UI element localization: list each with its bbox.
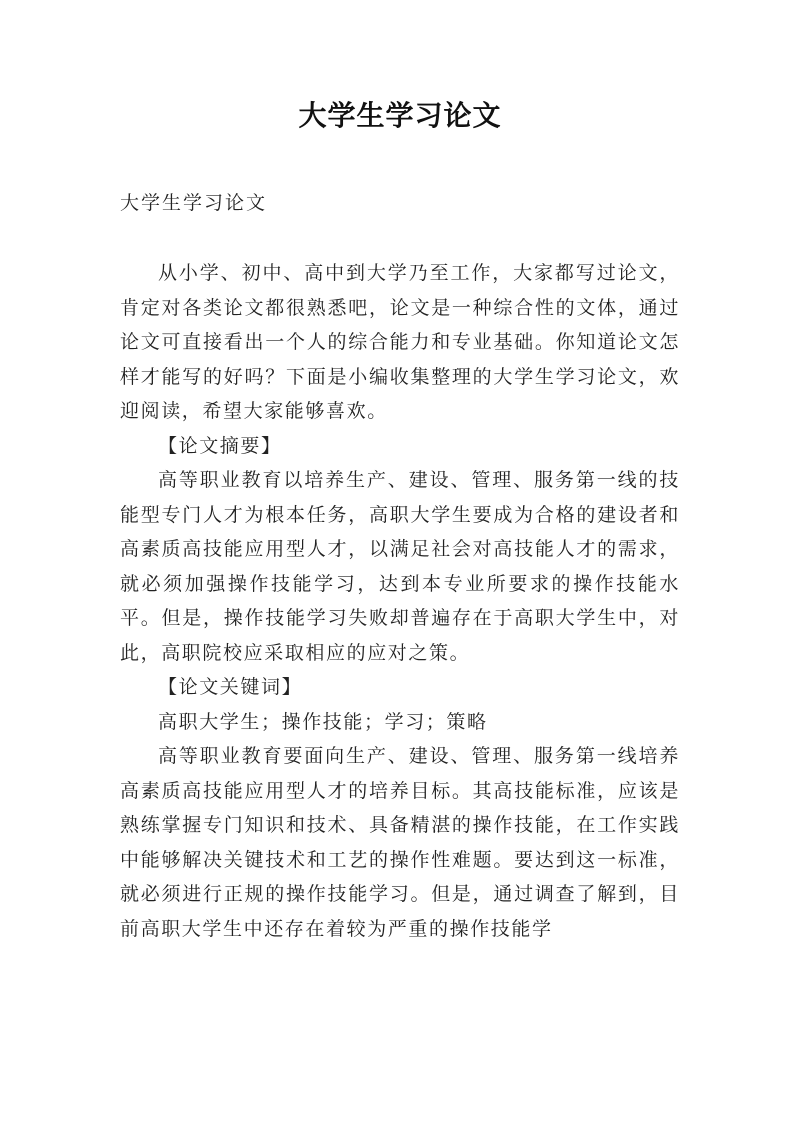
intro-paragraph: 从小学、初中、高中到大学乃至工作，大家都写过论文，肯定对各类论文都很熟悉吧，论文是一种综合性的文体，通过论文可直接看出一个人的综合能力和专业基础。你知道论文怎样才能写的好吗？下面是小编收集整理的大学生学习论文，欢迎阅读，希望大家能够喜欢。 [120, 262, 680, 422]
abstract-heading: 【论文摘要】 [158, 434, 282, 457]
abstract-paragraph: 高等职业教育以培养生产、建设、管理、服务第一线的技能型专门人才为根本任务，高职大学生要成为合格的建设者和高素质高技能应用型人才，以满足社会对高技能人才的需求，就必须加强操作技能学习，达到本专业所要求的操作技能水平。但是，操作技能学习失败却普遍存在于高职大学生中，对此，高职院校应采取相应的应对之策。 [120, 469, 680, 664]
document-body [120, 256, 680, 946]
body-paragraph: 高等职业教育要面向生产、建设、管理、服务第一线培养高素质高技能应用型人才的培养目标。其高技能标准，应该是熟练掌握专门知识和技术、具备精湛的操作技能，在工作实践中能够解决关键技术和工艺的操作性难题。要达到这一标准，就必须进行正规的操作技能学习。但是，通过调查了解到，目前高职大学生中还存在着较为严重的操作技能学 [120, 745, 680, 940]
document-title: 大学生学习论文 [298, 99, 502, 132]
keywords-paragraph: 高职大学生；操作技能；学习；策略 [158, 710, 488, 733]
document-subtitle: 大学生学习论文 [120, 192, 268, 214]
keywords-heading: 【论文关键词】 [158, 676, 303, 698]
